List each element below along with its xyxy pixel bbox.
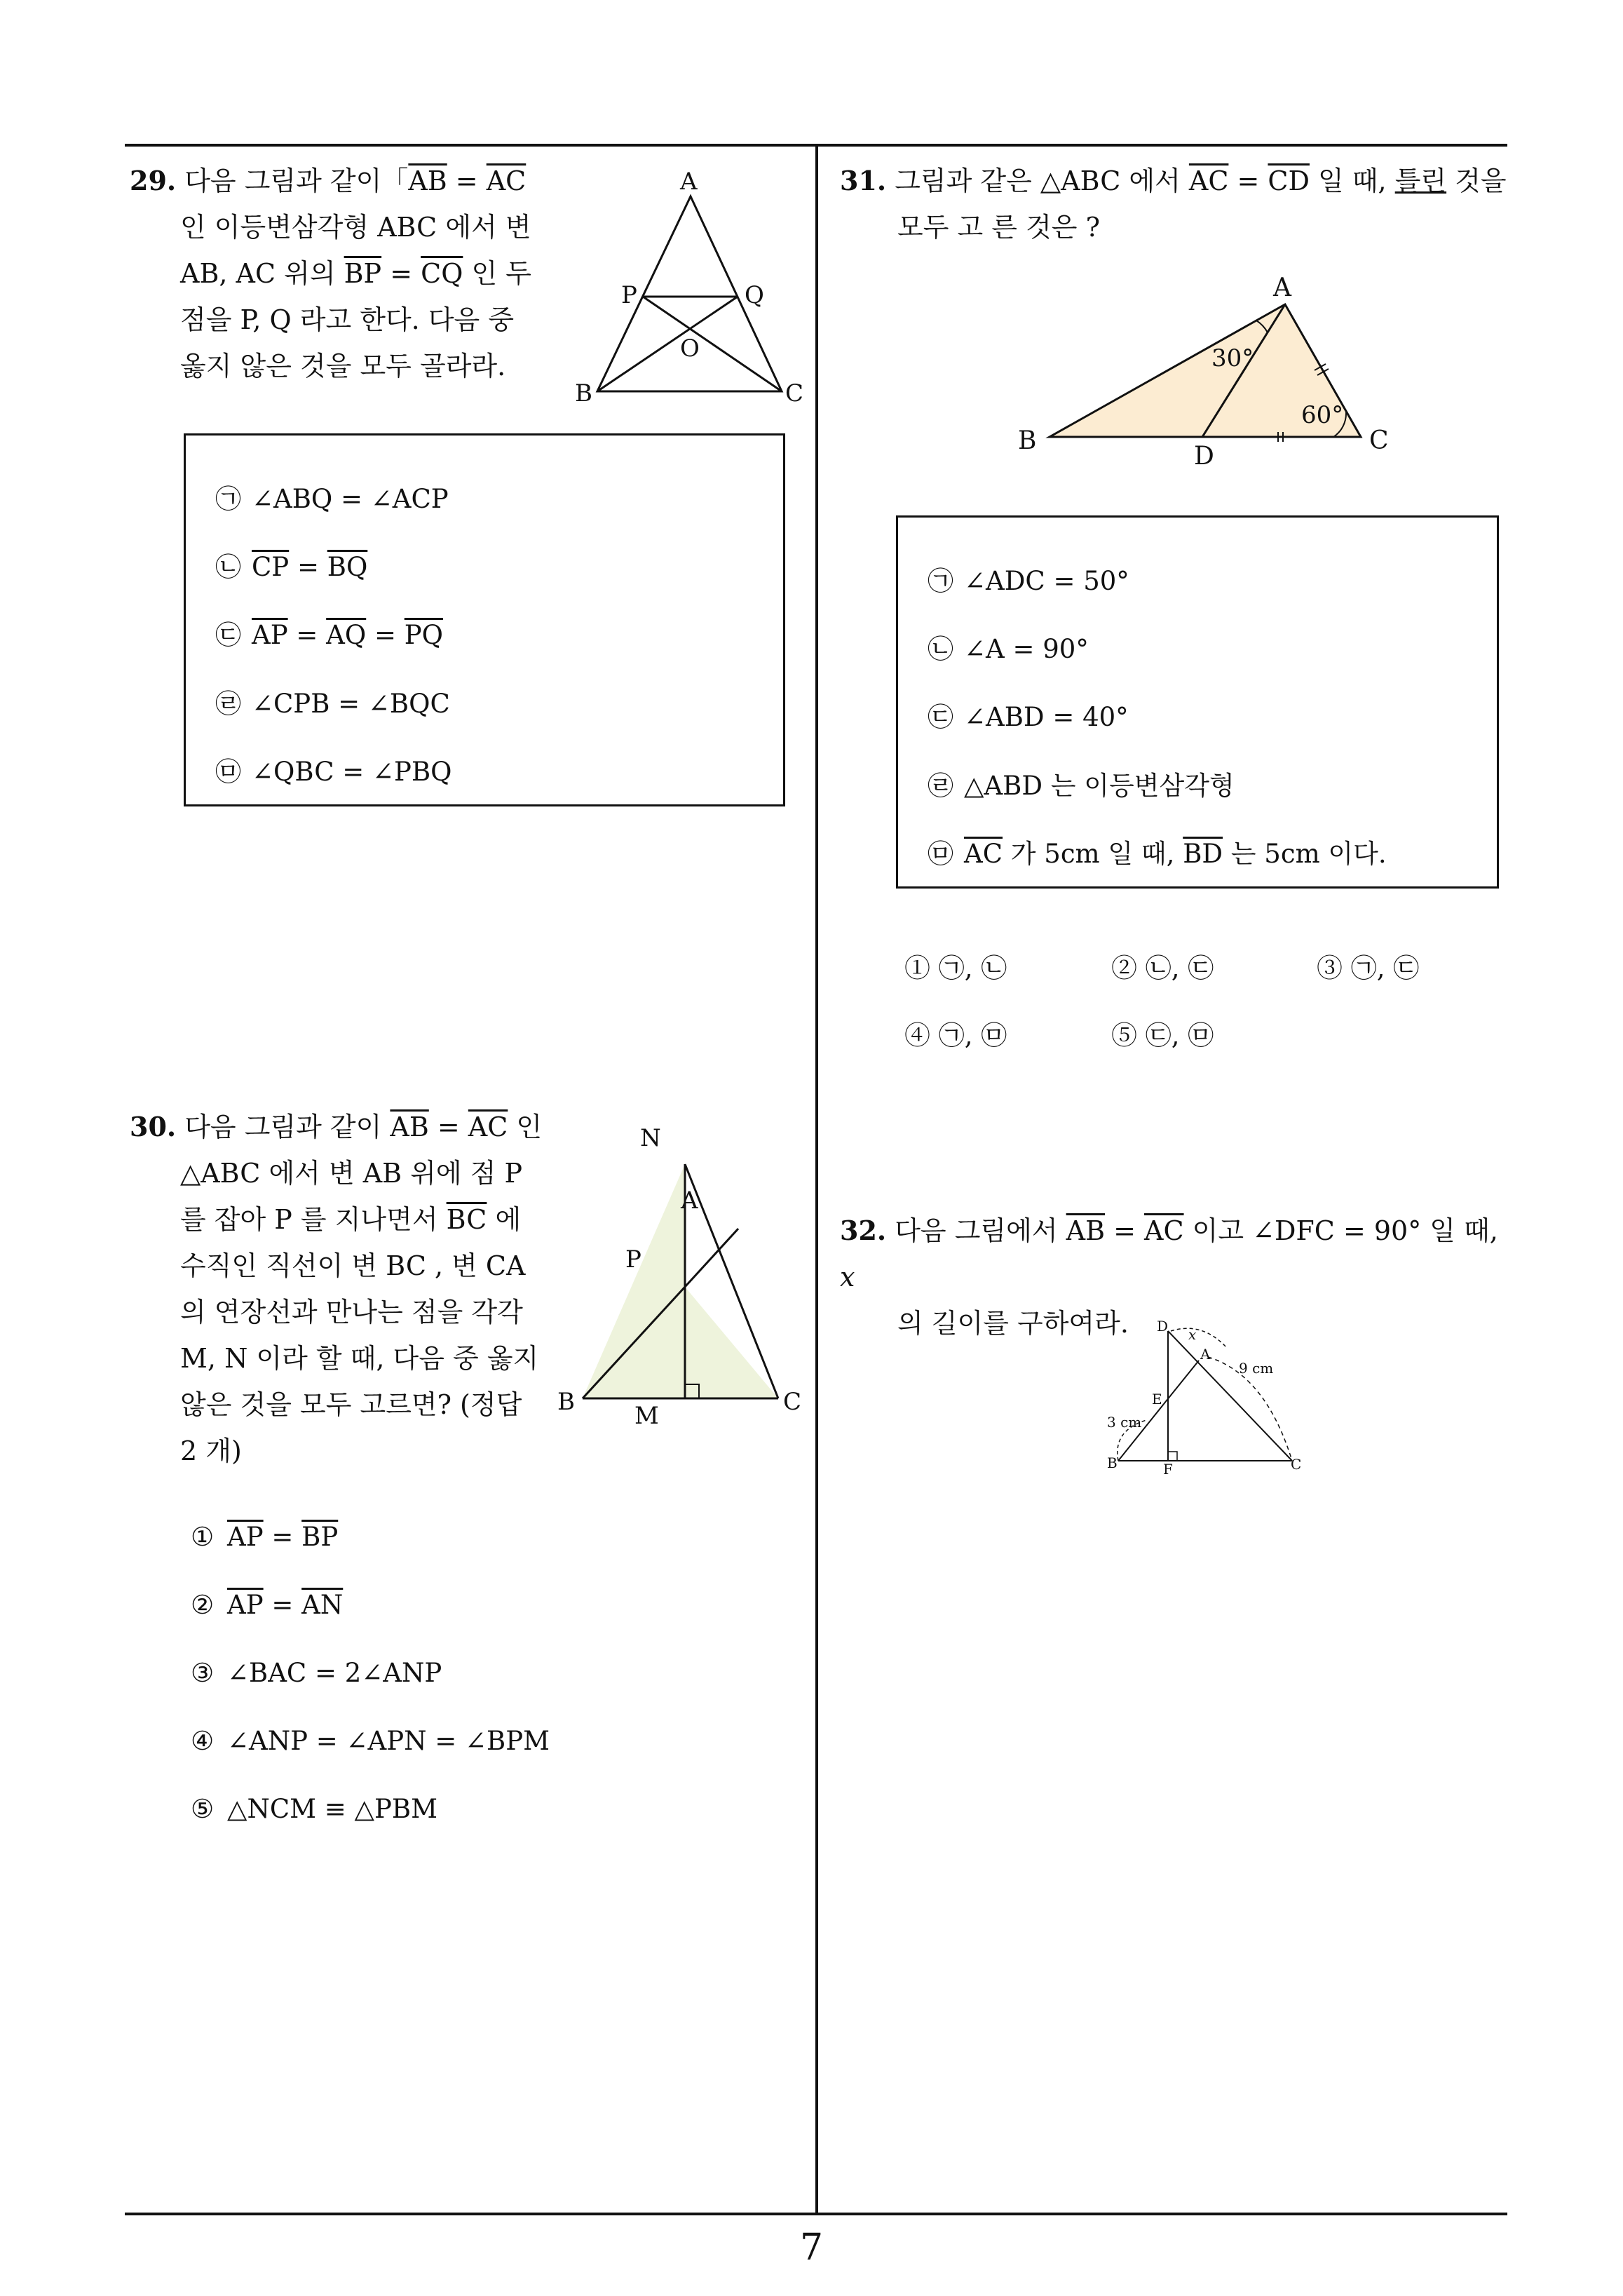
q31-statement-box [896, 515, 1499, 889]
label-B: B [575, 379, 592, 407]
label-9cm: 9 cm [1239, 1360, 1274, 1377]
figure-q30 [557, 1122, 824, 1431]
label-C: C [1291, 1456, 1302, 1473]
label-F: F [1163, 1461, 1173, 1478]
label-P: P [625, 1245, 641, 1274]
figure-q31 [1017, 274, 1409, 470]
figure-q29 [575, 168, 813, 414]
question-30: 30. 다음 그림과 같이 $\overline{AB} = \overline{AC}$ 인 △ABC 에서 변 AB 위에 점 P 를 잡아 P 를 지나면서 $\overline{BC}$ 에 수직인 직선이 변 BC , 변 CA 의 연장선과 만나는 점을 각각 M, N 이라 할 때, 다음 중 옳지 않은 것을 모두 고르면? (정답 2 개) [130, 1111, 543, 1466]
q29-statement-box [184, 433, 785, 806]
answer-choice-4[interactable]: ④ ㉠, ㉤ [904, 1020, 1007, 1051]
label-C: C [1369, 426, 1389, 455]
label-A: A [1273, 274, 1291, 302]
statement-1: ㉠ ∠ABQ = ∠ACP [215, 484, 449, 514]
label-C: C [783, 1388, 802, 1416]
label-x: x [1188, 1326, 1197, 1343]
label-D: D [1194, 442, 1214, 471]
question-number: 31. [840, 165, 887, 196]
label-A: A [680, 168, 698, 196]
statement-2: ㉡ ∠A = 90° [928, 634, 1089, 664]
statement-5: ㉤ ∠QBC = ∠PBQ [215, 757, 452, 787]
label-B: B [557, 1388, 575, 1416]
choice-3[interactable]: ③ ∠BAC = 2∠ANP [191, 1658, 442, 1688]
label-3cm: 3 cm [1107, 1414, 1142, 1431]
label-B: B [1107, 1454, 1118, 1471]
label-N: N [640, 1124, 661, 1152]
figure-q32 [1104, 1318, 1315, 1480]
question-number: 32. [840, 1215, 887, 1246]
label-E: E [1152, 1391, 1162, 1407]
label-A: A [681, 1187, 698, 1215]
choice-4[interactable]: ④ ∠ANP = ∠APN = ∠BPM [191, 1726, 550, 1756]
label-O: O [680, 335, 700, 363]
statement-5: ㉤ $\overline{AC}$ 가 5cm 일 때, $\overline{BD}$ 는 5cm 이다. [928, 839, 1387, 869]
bottom-rule [125, 2213, 1507, 2215]
choice-5[interactable]: ⑤ △NCM ≡ △PBM [191, 1794, 437, 1824]
label-60deg: 60° [1301, 401, 1344, 429]
statement-4: ㉣ ∠CPB = ∠BQC [215, 689, 450, 719]
label-M: M [634, 1402, 659, 1430]
page-number: 7 [799, 2227, 824, 2269]
answer-choice-1[interactable]: ① ㉠, ㉡ [904, 953, 1007, 983]
question-32: 32. 다음 그림에서 $\overline{AB} = \overline{AC}$ 이고 ∠DFC = 90° 일 때, x 의 길이를 구하여라. [840, 1215, 1498, 1339]
label-P: P [621, 281, 637, 309]
question-31: 31. 그림과 같은 △ABC 에서 $\overline{AC} = \overline{CD}$ 일 때, 틀린 것을 모두 고 른 것은 ? [840, 165, 1507, 243]
label-A: A [1200, 1346, 1211, 1363]
choice-1[interactable]: ① $\overline{AP} = \overline{BP}$ [191, 1522, 339, 1552]
label-C: C [785, 379, 804, 407]
question-number: 29. [130, 165, 177, 196]
answer-choice-5[interactable]: ⑤ ㉢, ㉤ [1111, 1020, 1214, 1051]
question-29: 29. 다음 그림과 같이「$\overline{AB} = \overline{AC}$ 인 이등변삼각형 ABC 에서 변 AB, AC 위의 $\overline{BP} = \overline{CQ}$ 인 두 점을 P, Q 라고 한다. 다음 중 옳지 않은 것을 모두 골라라. [130, 165, 531, 381]
question-number: 30. [130, 1111, 177, 1142]
statement-3: ㉢ ∠ABD = 40° [928, 702, 1129, 732]
statement-4: ㉣ △ABD 는 이등변삼각형 [928, 771, 1235, 801]
answer-choice-2[interactable]: ② ㉡, ㉢ [1111, 953, 1214, 983]
statement-2: ㉡ $\overline{CP} = \overline{BQ}$ [215, 552, 368, 582]
choice-2[interactable]: ② $\overline{AP} = \overline{AN}$ [191, 1590, 344, 1620]
label-B: B [1018, 426, 1037, 455]
statement-1: ㉠ ∠ADC = 50° [928, 566, 1129, 596]
label-30deg: 30° [1211, 344, 1254, 372]
label-D: D [1157, 1318, 1169, 1335]
label-Q: Q [745, 281, 764, 309]
answer-choice-3[interactable]: ③ ㉠, ㉢ [1317, 953, 1420, 983]
statement-3: ㉢ $\overline{AP} = \overline{AQ} = \overline{PQ}$ [215, 620, 443, 650]
